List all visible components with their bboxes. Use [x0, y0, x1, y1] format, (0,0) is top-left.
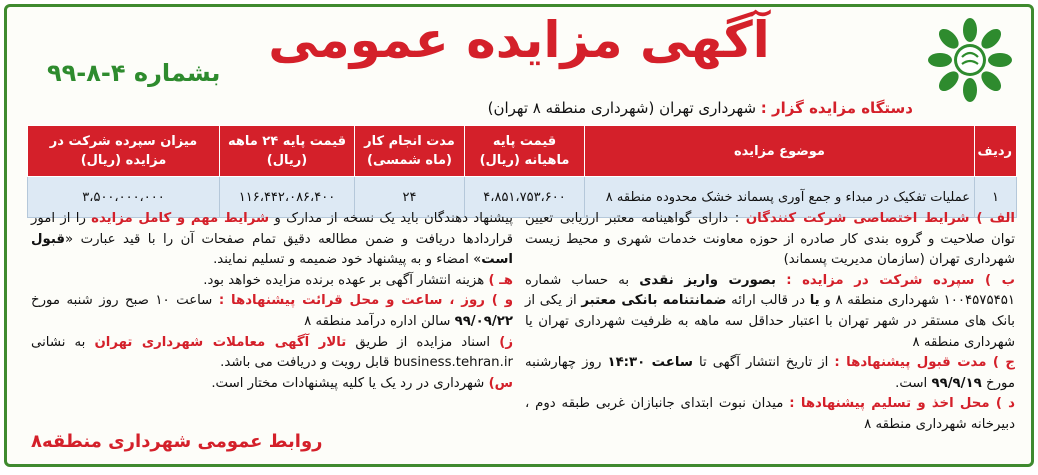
cell-24month-price: ۱۱۶،۴۴۲،۰۸۶،۴۰۰ [220, 177, 355, 218]
cell-subject: عملیات تفکیک در مبداء و جمع آوری پسماند خشک محدوده منطقه ۸ [585, 177, 975, 218]
conditions-right-column [525, 209, 1015, 436]
header-duration: مدت انجام کار (ماه شمسی) [355, 126, 465, 177]
section-b-text-2: در قالب ارائه [731, 293, 805, 309]
section-a-heading: الف ) شرایط اختصاصی شرکت کنندگان [745, 211, 1015, 226]
section-v-heading: و ) روز ، ساعت و محل قرائت پیشنهادها : [218, 293, 513, 309]
section-b-bold-1: بصورت واریز نقدی [639, 272, 777, 288]
section-a [525, 209, 1015, 271]
section-b [525, 271, 1015, 353]
header-monthly-price: قیمت پایه ماهیانه (ریال) [465, 126, 585, 177]
section-b-text-3: از یکی از بانک های مستقر در شهر تهران با اعتبار حداقل سه ماهه به ظرفیت شهرداری تهران یا شهرداری منطقه ۸ [525, 293, 1015, 350]
section-c-text-3: است. [895, 375, 928, 391]
section-c-text-2: روز چهارشنبه مورخ [525, 355, 1015, 391]
section-v-text-1: ساعت ۱۰ صبح روز شنبه مورخ [31, 293, 213, 309]
intro-paragraph [31, 209, 513, 271]
section-s-text: شهرداری در رد یک یا کلیه پیشنهادات مختار است. [211, 375, 485, 391]
section-d-text: میدان نبوت ابتدای جانبازان غربی طبقه دوم ، دبیرخانه شهرداری منطقه ۸ [525, 396, 1015, 432]
section-b-heading: ب ) سپرده شرکت در مزایده : [786, 272, 1016, 288]
section-v-bold: ۹۹/۰۹/۲۲ [454, 313, 513, 329]
cell-deposit: ۳،۵۰۰،۰۰۰،۰۰۰ [28, 177, 220, 218]
section-z-text-3: قابل رویت و دریافت می باشد. [220, 355, 390, 371]
auction-table [27, 125, 1017, 218]
section-b-text-1: به حساب شماره ۱۰۰۴۵۷۵۴۵۱ شهرداری منطقه ۸ و [525, 272, 1016, 309]
section-c-text-1: از تاریخ انتشار آگهی تا [698, 355, 829, 371]
cell-duration: ۲۴ [355, 177, 465, 218]
intro-bold-1: شرایط مهم و کامل مزایده [91, 211, 270, 226]
section-d-heading: د ) محل اخذ و تسلیم پیشنهادها : [789, 396, 1015, 412]
section-h-text: هزینه انتشار آگهی بر عهده برنده مزایده خواهد بود. [203, 272, 485, 288]
section-c-heading: ج ) مدت قبول پیشنهادها : [834, 355, 1015, 371]
conditions-left-column [31, 209, 513, 394]
section-z-bold: تالار آگهی معاملات شهرداری تهران [94, 334, 347, 350]
section-z-url: business.tehran.ir [393, 355, 513, 371]
section-v [31, 291, 513, 332]
notice-title: آگهی مزایده عمومی [268, 11, 770, 69]
auction-notice [4, 4, 1034, 467]
cell-monthly-price: ۴،۸۵۱،۷۵۳،۶۰۰ [465, 177, 585, 218]
section-s-heading: س) [488, 375, 513, 391]
section-z [31, 333, 513, 374]
section-v-text-2: سالن اداره درآمد منطقه ۸ [304, 313, 451, 329]
section-z-heading: ز) [499, 334, 513, 350]
header-subject: موضوع مزایده [585, 126, 975, 177]
table-header-row [28, 126, 1017, 177]
intro-text-1: پیشنهاد دهندگان باید یک نسخه از مدارک و [274, 211, 513, 226]
section-s [31, 374, 513, 395]
intro-text-3: » امضاء و به پیشنهاد خود ضمیمه و تسلیم نمایند. [213, 252, 482, 268]
section-d [525, 394, 1015, 435]
section-b-bold-2: ضمانتنامه بانکی معتبر [581, 293, 727, 309]
section-b-ya: یا [809, 293, 820, 309]
section-z-text-2: به نشانی [31, 334, 86, 350]
section-c-bold-2: ۹۹/۹/۱۹ [931, 375, 982, 391]
section-a-text: : دارای گواهینامه معتبر ارزیابی تعیین توان صلاحیت و گروه بندی کار صادره از حوزه معاونت خدمات شهری و محیط زیست شهرداری تهران (سازمان مدیریت پسماند) [525, 211, 1015, 268]
header-deposit: میزان سپرده شرکت در مزایده (ریال) [28, 126, 220, 177]
section-c-bold-1: ساعت ۱۴:۳۰ [607, 355, 693, 371]
organizer-label: دستگاه مزایده گزار : [760, 99, 913, 117]
header-24month-price: قیمت پایه ۲۴ ماهه (ریال) [220, 126, 355, 177]
section-h-heading: هـ ) [488, 272, 513, 288]
section-c [525, 353, 1015, 394]
notice-number: بشماره ۴-۸-۹۹ [47, 59, 221, 87]
section-h [31, 271, 513, 292]
cell-row-number: ۱ [975, 177, 1017, 218]
header-row-number: ردیف [975, 126, 1017, 177]
public-relations-footer: روابط عمومی شهرداری منطقه۸ [31, 431, 323, 452]
organizer-line [488, 99, 913, 117]
intro-text-2: را از امور قراردادها دریافت و ضمن مطالعه دقیق تمام صفحات آن را با قید عبارت « [31, 211, 513, 247]
section-z-text-1: اسناد مزایده از طریق [355, 334, 491, 350]
organizer-value: شهرداری تهران (شهرداری منطقه ۸ تهران) [487, 99, 757, 117]
intro-bold-2: قبول است [31, 231, 513, 268]
